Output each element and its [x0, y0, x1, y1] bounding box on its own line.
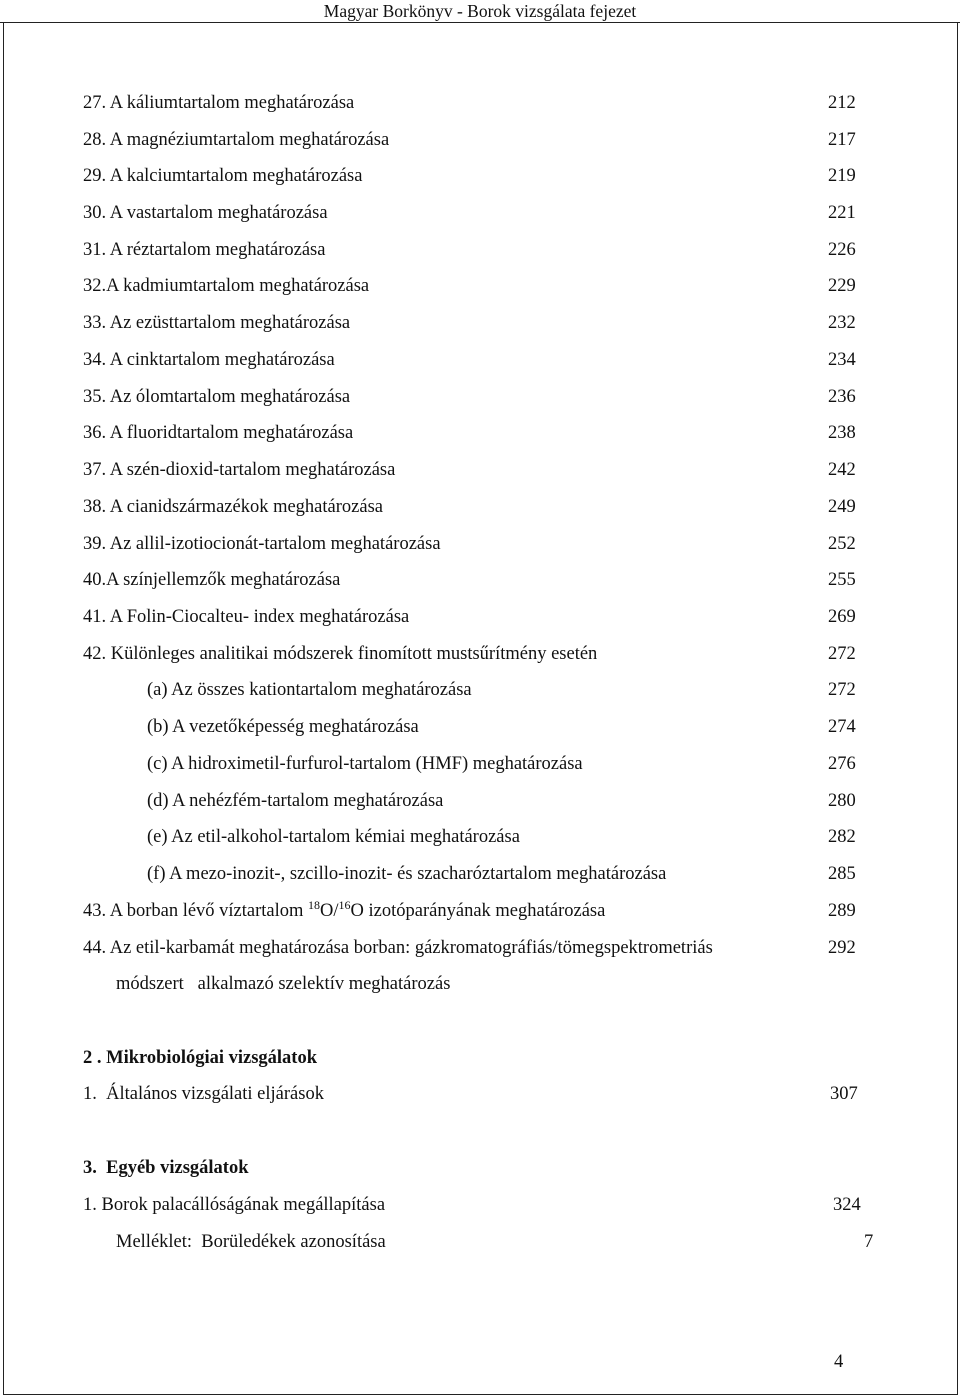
toc-page: 274: [828, 717, 856, 737]
toc-entry: [0, 238, 960, 262]
toc-entry: [0, 311, 960, 335]
toc-label: 32.A kadmiumtartalom meghatározása: [83, 276, 370, 296]
toc-page: 219: [828, 166, 856, 186]
toc-page: 255: [828, 570, 856, 590]
label-middle: O/: [320, 901, 339, 921]
toc-entry: [0, 274, 960, 298]
toc-entry: [0, 568, 960, 592]
toc-label: 34. A cinktartalom meghatározása: [83, 350, 335, 370]
section-heading: [0, 1156, 960, 1180]
toc-page: 272: [828, 644, 856, 664]
toc-subentry: [0, 678, 960, 702]
toc-subentry: [0, 789, 960, 813]
section-3-heading: 3. Egyéb vizsgálatok: [83, 1158, 249, 1178]
toc-label: 44. Az etil-karbamát meghatározása borban: gázkromatográfiás/tömegspektrometriás: [83, 938, 713, 958]
toc-page: 324: [833, 1195, 861, 1215]
toc-page: 221: [828, 203, 856, 223]
toc-label: 1. Általános vizsgálati eljárások: [83, 1084, 324, 1104]
toc-label: 42. Különleges analitikai módszerek finomított mustsűrítmény esetén: [83, 644, 598, 664]
toc-page: 285: [828, 864, 856, 884]
toc-label: 27. A káliumtartalom meghatározása: [83, 93, 355, 113]
toc-sublabel: (a) Az összes kationtartalom meghatározása: [147, 680, 472, 700]
toc-page: 307: [830, 1084, 858, 1104]
toc-subentry: [0, 752, 960, 776]
toc-label: 39. Az allil-izotiocionát-tartalom meghatározása: [83, 534, 441, 554]
toc-page: 249: [828, 497, 856, 517]
section-2-heading: 2 . Mikrobiológiai vizsgálatok: [83, 1048, 318, 1068]
toc-sublabel: (f) A mezo-inozit-, szcillo-inozit- és szacharóztartalom meghatározása: [147, 864, 667, 884]
toc-entry: [0, 642, 960, 666]
toc-page: 289: [828, 901, 856, 921]
toc-entry: [0, 348, 960, 372]
toc-entry: [0, 164, 960, 188]
toc-entry-44-continuation: [0, 972, 960, 996]
toc-page: 7: [864, 1232, 874, 1252]
toc-page: 232: [828, 313, 856, 333]
isotope-16-superscript: 16: [338, 898, 351, 912]
toc-label: 35. Az ólomtartalom meghatározása: [83, 387, 351, 407]
toc-entry-annex: [0, 1230, 960, 1254]
toc-page: 238: [828, 423, 856, 443]
toc-label: 28. A magnéziumtartalom meghatározása: [83, 130, 390, 150]
page-frame: [3, 22, 958, 1395]
toc-sublabel: (e) Az etil-alkohol-tartalom kémiai meghatározása: [147, 827, 520, 847]
toc-page: 236: [828, 387, 856, 407]
toc-label: 33. Az ezüsttartalom meghatározása: [83, 313, 351, 333]
toc-entry: [0, 201, 960, 225]
toc-sublabel: (c) A hidroximetil-furfurol-tartalom (HMF) meghatározása: [147, 754, 583, 774]
toc-label: 41. A Folin-Ciocalteu- index meghatározása: [83, 607, 410, 627]
toc-entry: [0, 495, 960, 519]
toc-entry: [0, 605, 960, 629]
toc-page: 217: [828, 130, 856, 150]
toc-label-continuation: módszert alkalmazó szelektív meghatározás: [116, 974, 451, 994]
toc-label: 1. Borok palacállóságának megállapítása: [83, 1195, 386, 1215]
toc-label: 37. A szén-dioxid-tartalom meghatározása: [83, 460, 396, 480]
toc-page: 212: [828, 93, 856, 113]
toc-sublabel: (b) A vezetőképesség meghatározása: [147, 717, 419, 737]
toc-entry-43: [0, 899, 960, 923]
toc-entry: [0, 1082, 960, 1106]
isotope-18-superscript: 18: [308, 898, 321, 912]
label-start: 43. A borban lévő víztartalom: [83, 901, 309, 921]
toc-page: 276: [828, 754, 856, 774]
toc-label: 30. A vastartalom meghatározása: [83, 203, 328, 223]
toc-entry: [0, 458, 960, 482]
toc-page: 234: [828, 350, 856, 370]
toc-entry: [0, 385, 960, 409]
toc-subentry: [0, 862, 960, 886]
toc-page: 229: [828, 276, 856, 296]
toc-page: 242: [828, 460, 856, 480]
toc-label: 40.A színjellemzők meghatározása: [83, 570, 341, 590]
toc-entry: [0, 128, 960, 152]
toc-page: 252: [828, 534, 856, 554]
toc-label: 38. A cianidszármazékok meghatározása: [83, 497, 383, 517]
toc-subentry: [0, 825, 960, 849]
toc-page: 280: [828, 791, 856, 811]
toc-entry: [0, 91, 960, 115]
toc-sublabel: (d) A nehézfém-tartalom meghatározása: [147, 791, 444, 811]
toc-page: 272: [828, 680, 856, 700]
toc-label: Melléklet: Borüledékek azonosítása: [116, 1232, 386, 1252]
toc-subentry: [0, 715, 960, 739]
toc-entry: [0, 1193, 960, 1217]
header-title: Magyar Borkönyv - Borok vizsgálata fejezet: [323, 1, 637, 21]
toc-label: 29. A kalciumtartalom meghatározása: [83, 166, 363, 186]
label-end: O izotóparányának meghatározása: [350, 901, 606, 921]
toc-label: [83, 899, 605, 923]
toc-entry: [0, 421, 960, 445]
toc-entry-44: [0, 936, 960, 960]
toc-page: 282: [828, 827, 856, 847]
toc-page: 226: [828, 240, 856, 260]
toc-page: 292: [828, 938, 856, 958]
toc-page: 269: [828, 607, 856, 627]
section-heading: [0, 1046, 960, 1070]
toc-label: 36. A fluoridtartalom meghatározása: [83, 423, 354, 443]
toc-label: 31. A réztartalom meghatározása: [83, 240, 326, 260]
page-number: 4: [834, 1352, 844, 1372]
toc-entry: [0, 532, 960, 556]
running-header: [0, 0, 960, 23]
